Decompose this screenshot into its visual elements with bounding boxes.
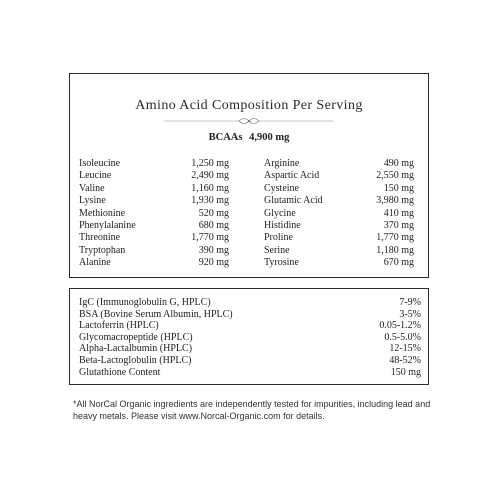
amino-row <box>264 245 414 257</box>
amino-row-amount: 410 mg <box>383 207 414 219</box>
amino-row-amount: 2,490 mg <box>191 170 229 182</box>
amino-row-amount: 1,930 mg <box>191 195 229 207</box>
amino-row-name: Aspartic Acid <box>264 170 320 182</box>
fraction-row-name: Alpha-Lactalbumin (HPLC) <box>79 343 193 355</box>
amino-row-name: Tyrosine <box>264 257 299 269</box>
fraction-row-amount: 48-52% <box>389 354 421 366</box>
flourish-divider-icon <box>70 115 428 127</box>
amino-row-amount: 680 mg <box>198 219 229 231</box>
amino-row-name: Valine <box>79 182 105 194</box>
fraction-row-name: IgC (Immunoglobulin G, HPLC) <box>79 297 211 308</box>
amino-left-column <box>79 158 229 270</box>
amino-row <box>79 195 229 207</box>
fraction-row-name: Lactoferrin (HPLC) <box>79 320 159 332</box>
bcaa-value: 4,900 mg <box>249 132 290 143</box>
amino-row <box>79 170 229 182</box>
amino-row <box>264 170 414 182</box>
amino-row-name: Alanine <box>79 257 111 269</box>
amino-row <box>264 158 414 170</box>
amino-row-name: Arginine <box>264 158 300 169</box>
amino-row-amount: 3,980 mg <box>376 195 414 207</box>
amino-row-amount: 490 mg <box>383 158 414 169</box>
amino-row-amount: 1,770 mg <box>191 232 229 244</box>
fraction-row-amount: 0.5-5.0% <box>384 331 421 343</box>
amino-row-name: Proline <box>264 232 293 244</box>
amino-row <box>79 208 229 220</box>
amino-row <box>264 257 414 269</box>
protein-fraction-panel <box>69 288 429 385</box>
amino-row-amount: 150 mg <box>383 182 414 194</box>
amino-row <box>79 245 229 257</box>
amino-panel-title: Amino Acid Composition Per Serving <box>135 98 363 113</box>
bcaa-summary <box>70 132 428 143</box>
fraction-row <box>79 367 421 379</box>
amino-row <box>79 158 229 170</box>
amino-row <box>79 232 229 244</box>
amino-row-amount: 390 mg <box>198 244 229 256</box>
amino-row-amount: 1,770 mg <box>376 232 414 244</box>
fraction-row-name: Glutathione Content <box>79 366 161 378</box>
fraction-row-name: Glycomacropeptide (HPLC) <box>79 331 193 343</box>
amino-row-amount: 1,160 mg <box>191 182 229 194</box>
bcaa-label: BCAAs <box>208 132 243 143</box>
fraction-row-name: Beta-Lactoglobulin (HPLC) <box>79 354 192 366</box>
amino-row-amount: 2,550 mg <box>376 170 414 182</box>
amino-row-name: Glycine <box>264 207 296 219</box>
fraction-row-amount: 150 mg <box>390 366 421 378</box>
protein-fraction-list <box>79 297 421 378</box>
amino-row <box>79 257 229 269</box>
fraction-row-amount: 0.05-1.2% <box>379 320 421 332</box>
amino-row-name: Methionine <box>79 207 126 219</box>
amino-row <box>264 232 414 244</box>
amino-row-name: Tryptophan <box>79 244 126 256</box>
fraction-row <box>79 343 421 355</box>
amino-row-name: Cysteine <box>264 182 299 194</box>
amino-row-amount: 520 mg <box>198 207 229 219</box>
fraction-row <box>79 355 421 367</box>
amino-row <box>264 183 414 195</box>
amino-row <box>264 195 414 207</box>
amino-row <box>79 183 229 195</box>
fraction-row-amount: 7-9% <box>399 297 421 308</box>
fraction-row <box>79 332 421 344</box>
amino-acid-panel <box>69 73 429 278</box>
amino-row-name: Lysine <box>79 195 106 207</box>
amino-row-amount: 1,250 mg <box>191 158 229 169</box>
amino-row <box>264 220 414 232</box>
amino-row-amount: 670 mg <box>383 257 414 269</box>
amino-row-name: Threonine <box>79 232 121 244</box>
amino-row-amount: 370 mg <box>383 219 414 231</box>
amino-row-amount: 920 mg <box>198 257 229 269</box>
amino-row-name: Phenylalanine <box>79 219 136 231</box>
amino-row-name: Histidine <box>264 219 301 231</box>
fraction-row-name: BSA (Bovine Serum Albumin, HPLC) <box>79 308 233 320</box>
fraction-row <box>79 320 421 332</box>
amino-row-name: Glutamic Acid <box>264 195 323 207</box>
amino-row-name: Isoleucine <box>79 158 121 169</box>
amino-row-name: Serine <box>264 244 290 256</box>
fraction-row-amount: 12-15% <box>389 343 421 355</box>
footnote: *All NorCal Organic ingredients are independently tested for impurities, including lead and heavy metals. Please visit www.Norcal-Organic.com for details. <box>73 399 431 421</box>
fraction-row-amount: 3-5% <box>399 308 421 320</box>
fraction-row <box>79 297 421 309</box>
amino-row-amount: 1,180 mg <box>376 244 414 256</box>
amino-row <box>79 220 229 232</box>
amino-row <box>264 208 414 220</box>
amino-right-column <box>264 158 414 270</box>
amino-row-name: Leucine <box>79 170 112 182</box>
fraction-row <box>79 309 421 321</box>
